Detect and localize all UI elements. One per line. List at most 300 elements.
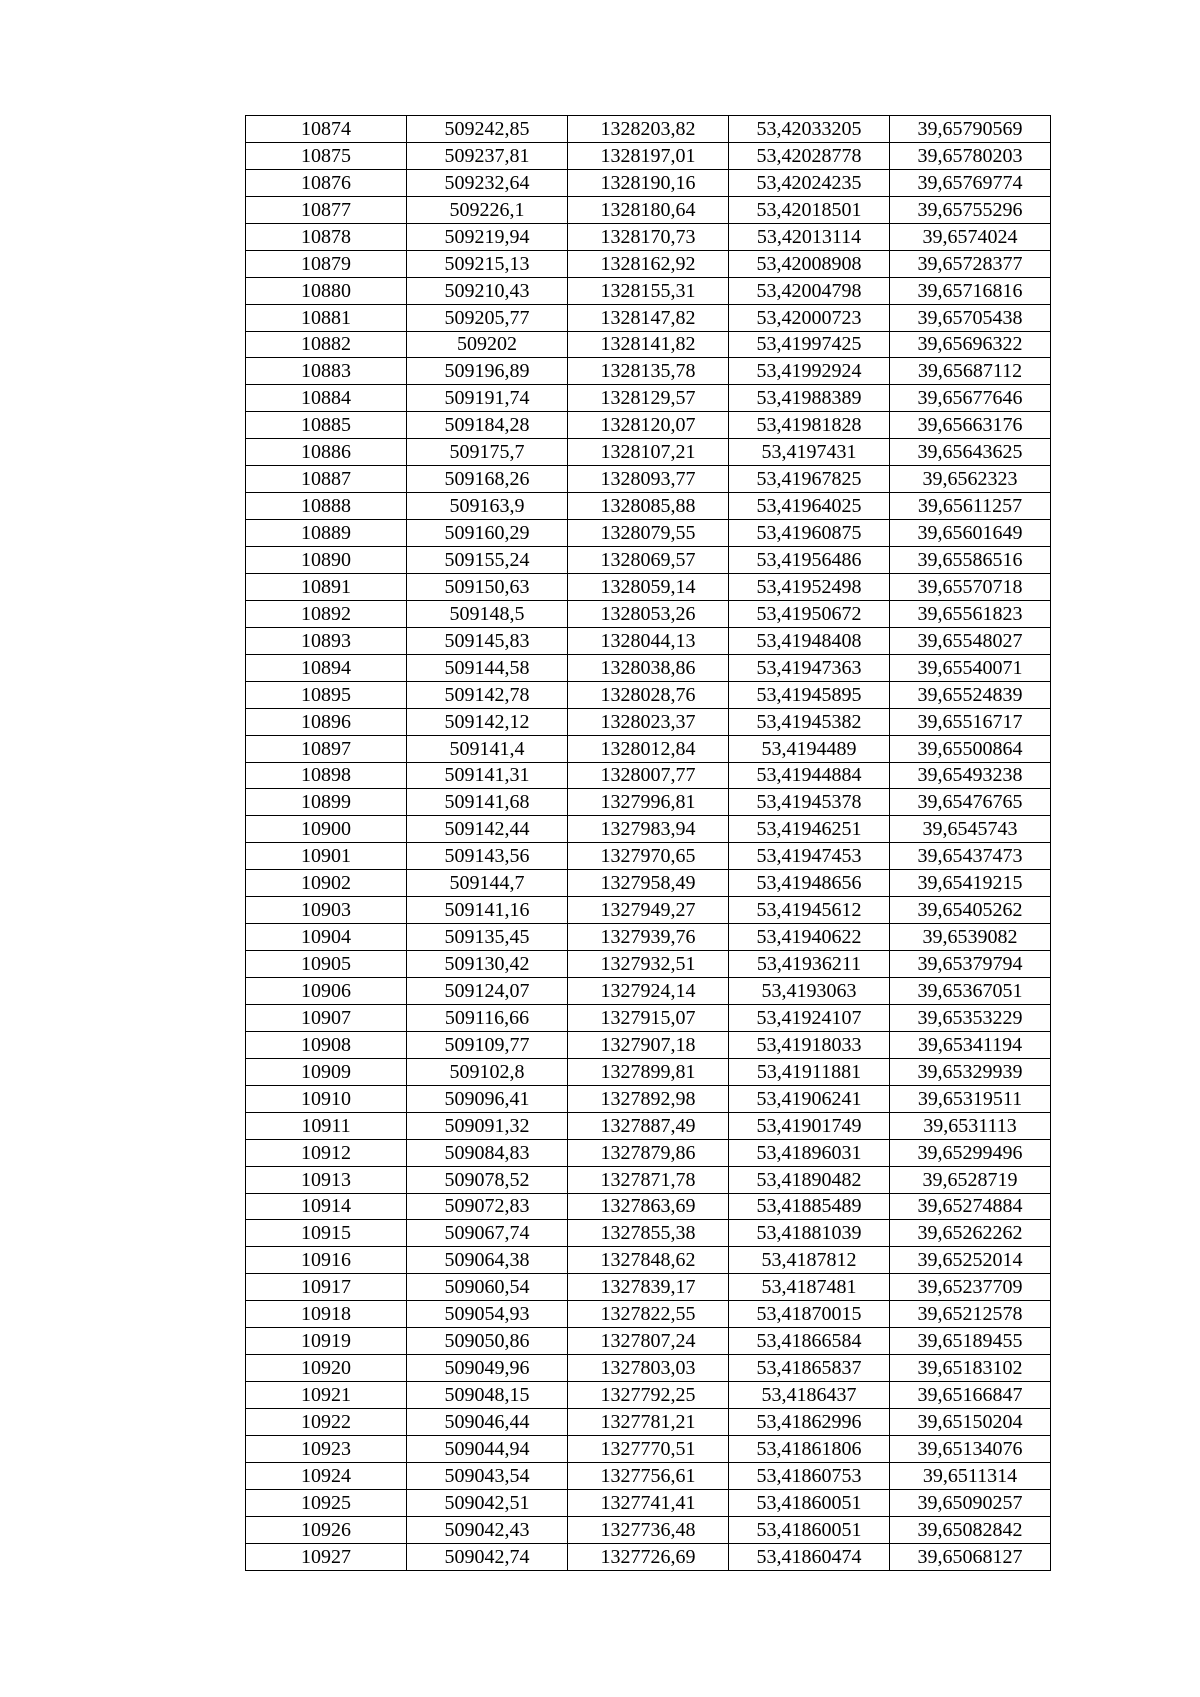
table-row (246, 277, 1051, 304)
longitude-cell: 39,65696322 (890, 331, 1051, 358)
point-number-cell: 10876 (246, 169, 407, 196)
point-number-cell: 10888 (246, 493, 407, 520)
table-row (246, 1355, 1051, 1382)
latitude-cell: 53,42024235 (729, 169, 890, 196)
latitude-cell: 53,41945378 (729, 789, 890, 816)
table-row (246, 412, 1051, 439)
latitude-cell: 53,41948656 (729, 870, 890, 897)
table-row (246, 142, 1051, 169)
latitude-cell: 53,41944884 (729, 762, 890, 789)
table-row (246, 1435, 1051, 1462)
latitude-cell: 53,41918033 (729, 1031, 890, 1058)
latitude-cell: 53,42004798 (729, 277, 890, 304)
latitude-cell: 53,4194489 (729, 735, 890, 762)
point-number-cell: 10914 (246, 1193, 407, 1220)
longitude-cell: 39,65728377 (890, 250, 1051, 277)
point-number-cell: 10900 (246, 816, 407, 843)
latitude-cell: 53,41950672 (729, 600, 890, 627)
longitude-cell: 39,6511314 (890, 1462, 1051, 1489)
table-row (246, 1516, 1051, 1543)
point-number-cell: 10922 (246, 1409, 407, 1436)
point-number-cell: 10877 (246, 196, 407, 223)
point-number-cell: 10911 (246, 1112, 407, 1139)
x-coordinate-cell: 509144,58 (407, 654, 568, 681)
x-coordinate-cell: 509219,94 (407, 223, 568, 250)
longitude-cell: 39,65212578 (890, 1301, 1051, 1328)
x-coordinate-cell: 509102,8 (407, 1058, 568, 1085)
longitude-cell: 39,65524839 (890, 681, 1051, 708)
x-coordinate-cell: 509046,44 (407, 1409, 568, 1436)
latitude-cell: 53,41956486 (729, 547, 890, 574)
x-coordinate-cell: 509054,93 (407, 1301, 568, 1328)
point-number-cell: 10912 (246, 1139, 407, 1166)
table-row (246, 843, 1051, 870)
table-row (246, 1489, 1051, 1516)
coordinates-table-body (246, 116, 1051, 1571)
y-coordinate-cell: 1327863,69 (568, 1193, 729, 1220)
y-coordinate-cell: 1328044,13 (568, 627, 729, 654)
point-number-cell: 10910 (246, 1085, 407, 1112)
y-coordinate-cell: 1327736,48 (568, 1516, 729, 1543)
table-row (246, 924, 1051, 951)
x-coordinate-cell: 509141,68 (407, 789, 568, 816)
x-coordinate-cell: 509084,83 (407, 1139, 568, 1166)
point-number-cell: 10894 (246, 654, 407, 681)
latitude-cell: 53,41947363 (729, 654, 890, 681)
longitude-cell: 39,65299496 (890, 1139, 1051, 1166)
latitude-cell: 53,41860753 (729, 1462, 890, 1489)
y-coordinate-cell: 1327839,17 (568, 1274, 729, 1301)
x-coordinate-cell: 509142,78 (407, 681, 568, 708)
x-coordinate-cell: 509150,63 (407, 573, 568, 600)
table-row (246, 1139, 1051, 1166)
table-row (246, 169, 1051, 196)
longitude-cell: 39,65790569 (890, 116, 1051, 143)
table-row (246, 1193, 1051, 1220)
table-row (246, 978, 1051, 1005)
point-number-cell: 10908 (246, 1031, 407, 1058)
latitude-cell: 53,41885489 (729, 1193, 890, 1220)
latitude-cell: 53,41952498 (729, 573, 890, 600)
longitude-cell: 39,65663176 (890, 412, 1051, 439)
point-number-cell: 10923 (246, 1435, 407, 1462)
x-coordinate-cell: 509163,9 (407, 493, 568, 520)
point-number-cell: 10920 (246, 1355, 407, 1382)
latitude-cell: 53,41870015 (729, 1301, 890, 1328)
x-coordinate-cell: 509124,07 (407, 978, 568, 1005)
latitude-cell: 53,41946251 (729, 816, 890, 843)
point-number-cell: 10915 (246, 1220, 407, 1247)
x-coordinate-cell: 509215,13 (407, 250, 568, 277)
point-number-cell: 10891 (246, 573, 407, 600)
y-coordinate-cell: 1327756,61 (568, 1462, 729, 1489)
x-coordinate-cell: 509067,74 (407, 1220, 568, 1247)
y-coordinate-cell: 1327807,24 (568, 1328, 729, 1355)
longitude-cell: 39,65540071 (890, 654, 1051, 681)
longitude-cell: 39,6545743 (890, 816, 1051, 843)
longitude-cell: 39,6531113 (890, 1112, 1051, 1139)
latitude-cell: 53,41947453 (729, 843, 890, 870)
latitude-cell: 53,4187812 (729, 1247, 890, 1274)
table-row (246, 439, 1051, 466)
y-coordinate-cell: 1328093,77 (568, 466, 729, 493)
y-coordinate-cell: 1327907,18 (568, 1031, 729, 1058)
latitude-cell: 53,4187481 (729, 1274, 890, 1301)
longitude-cell: 39,65405262 (890, 897, 1051, 924)
x-coordinate-cell: 509226,1 (407, 196, 568, 223)
table-row (246, 304, 1051, 331)
x-coordinate-cell: 509048,15 (407, 1382, 568, 1409)
latitude-cell: 53,41948408 (729, 627, 890, 654)
x-coordinate-cell: 509242,85 (407, 116, 568, 143)
x-coordinate-cell: 509205,77 (407, 304, 568, 331)
y-coordinate-cell: 1328147,82 (568, 304, 729, 331)
y-coordinate-cell: 1327924,14 (568, 978, 729, 1005)
point-number-cell: 10895 (246, 681, 407, 708)
y-coordinate-cell: 1328141,82 (568, 331, 729, 358)
point-number-cell: 10898 (246, 762, 407, 789)
point-number-cell: 10881 (246, 304, 407, 331)
point-number-cell: 10874 (246, 116, 407, 143)
y-coordinate-cell: 1327887,49 (568, 1112, 729, 1139)
latitude-cell: 53,42033205 (729, 116, 890, 143)
table-row (246, 1166, 1051, 1193)
x-coordinate-cell: 509135,45 (407, 924, 568, 951)
x-coordinate-cell: 509042,43 (407, 1516, 568, 1543)
x-coordinate-cell: 509144,7 (407, 870, 568, 897)
x-coordinate-cell: 509141,31 (407, 762, 568, 789)
longitude-cell: 39,65353229 (890, 1004, 1051, 1031)
longitude-cell: 39,65183102 (890, 1355, 1051, 1382)
latitude-cell: 53,41896031 (729, 1139, 890, 1166)
table-row (246, 1004, 1051, 1031)
table-row (246, 466, 1051, 493)
x-coordinate-cell: 509160,29 (407, 520, 568, 547)
point-number-cell: 10886 (246, 439, 407, 466)
x-coordinate-cell: 509142,44 (407, 816, 568, 843)
y-coordinate-cell: 1327892,98 (568, 1085, 729, 1112)
latitude-cell: 53,41988389 (729, 385, 890, 412)
table-row (246, 951, 1051, 978)
table-row (246, 897, 1051, 924)
latitude-cell: 53,41964025 (729, 493, 890, 520)
longitude-cell: 39,65643625 (890, 439, 1051, 466)
x-coordinate-cell: 509155,24 (407, 547, 568, 574)
x-coordinate-cell: 509168,26 (407, 466, 568, 493)
y-coordinate-cell: 1328190,16 (568, 169, 729, 196)
y-coordinate-cell: 1328135,78 (568, 358, 729, 385)
longitude-cell: 39,65068127 (890, 1543, 1051, 1570)
x-coordinate-cell: 509141,16 (407, 897, 568, 924)
x-coordinate-cell: 509184,28 (407, 412, 568, 439)
longitude-cell: 39,65134076 (890, 1435, 1051, 1462)
y-coordinate-cell: 1327781,21 (568, 1409, 729, 1436)
point-number-cell: 10887 (246, 466, 407, 493)
table-row (246, 1085, 1051, 1112)
x-coordinate-cell: 509210,43 (407, 277, 568, 304)
longitude-cell: 39,65705438 (890, 304, 1051, 331)
point-number-cell: 10906 (246, 978, 407, 1005)
table-row (246, 1112, 1051, 1139)
table-row (246, 627, 1051, 654)
table-row (246, 331, 1051, 358)
point-number-cell: 10913 (246, 1166, 407, 1193)
x-coordinate-cell: 509042,51 (407, 1489, 568, 1516)
longitude-cell: 39,6574024 (890, 223, 1051, 250)
latitude-cell: 53,41911881 (729, 1058, 890, 1085)
table-row (246, 196, 1051, 223)
table-row (246, 358, 1051, 385)
y-coordinate-cell: 1328203,82 (568, 116, 729, 143)
longitude-cell: 39,6528719 (890, 1166, 1051, 1193)
point-number-cell: 10907 (246, 1004, 407, 1031)
longitude-cell: 39,65586516 (890, 547, 1051, 574)
y-coordinate-cell: 1328038,86 (568, 654, 729, 681)
longitude-cell: 39,65379794 (890, 951, 1051, 978)
longitude-cell: 39,65516717 (890, 708, 1051, 735)
latitude-cell: 53,41936211 (729, 951, 890, 978)
longitude-cell: 39,65500864 (890, 735, 1051, 762)
x-coordinate-cell: 509191,74 (407, 385, 568, 412)
x-coordinate-cell: 509175,7 (407, 439, 568, 466)
longitude-cell: 39,65561823 (890, 600, 1051, 627)
table-row (246, 600, 1051, 627)
point-number-cell: 10884 (246, 385, 407, 412)
y-coordinate-cell: 1327915,07 (568, 1004, 729, 1031)
y-coordinate-cell: 1327741,41 (568, 1489, 729, 1516)
point-number-cell: 10926 (246, 1516, 407, 1543)
point-number-cell: 10917 (246, 1274, 407, 1301)
table-row (246, 1328, 1051, 1355)
table-row (246, 223, 1051, 250)
y-coordinate-cell: 1328155,31 (568, 277, 729, 304)
longitude-cell: 39,65150204 (890, 1409, 1051, 1436)
table-row (246, 1382, 1051, 1409)
longitude-cell: 39,65082842 (890, 1516, 1051, 1543)
y-coordinate-cell: 1328059,14 (568, 573, 729, 600)
latitude-cell: 53,42018501 (729, 196, 890, 223)
table-row (246, 385, 1051, 412)
y-coordinate-cell: 1327939,76 (568, 924, 729, 951)
y-coordinate-cell: 1328162,92 (568, 250, 729, 277)
latitude-cell: 53,41924107 (729, 1004, 890, 1031)
y-coordinate-cell: 1327958,49 (568, 870, 729, 897)
latitude-cell: 53,41860474 (729, 1543, 890, 1570)
point-number-cell: 10924 (246, 1462, 407, 1489)
latitude-cell: 53,41960875 (729, 520, 890, 547)
point-number-cell: 10904 (246, 924, 407, 951)
table-row (246, 870, 1051, 897)
x-coordinate-cell: 509237,81 (407, 142, 568, 169)
longitude-cell: 39,65548027 (890, 627, 1051, 654)
table-row (246, 1220, 1051, 1247)
table-row (246, 1031, 1051, 1058)
table-row (246, 708, 1051, 735)
longitude-cell: 39,65252014 (890, 1247, 1051, 1274)
longitude-cell: 39,65493238 (890, 762, 1051, 789)
longitude-cell: 39,65419215 (890, 870, 1051, 897)
longitude-cell: 39,65687112 (890, 358, 1051, 385)
point-number-cell: 10919 (246, 1328, 407, 1355)
y-coordinate-cell: 1327899,81 (568, 1058, 729, 1085)
y-coordinate-cell: 1327879,86 (568, 1139, 729, 1166)
latitude-cell: 53,4186437 (729, 1382, 890, 1409)
table-row (246, 816, 1051, 843)
latitude-cell: 53,41997425 (729, 331, 890, 358)
longitude-cell: 39,65329939 (890, 1058, 1051, 1085)
x-coordinate-cell: 509078,52 (407, 1166, 568, 1193)
longitude-cell: 39,65677646 (890, 385, 1051, 412)
x-coordinate-cell: 509050,86 (407, 1328, 568, 1355)
latitude-cell: 53,41881039 (729, 1220, 890, 1247)
latitude-cell: 53,41862996 (729, 1409, 890, 1436)
longitude-cell: 39,65601649 (890, 520, 1051, 547)
table-row (246, 681, 1051, 708)
point-number-cell: 10899 (246, 789, 407, 816)
y-coordinate-cell: 1327970,65 (568, 843, 729, 870)
point-number-cell: 10916 (246, 1247, 407, 1274)
y-coordinate-cell: 1328053,26 (568, 600, 729, 627)
table-row (246, 654, 1051, 681)
longitude-cell: 39,65274884 (890, 1193, 1051, 1220)
x-coordinate-cell: 509196,89 (407, 358, 568, 385)
x-coordinate-cell: 509096,41 (407, 1085, 568, 1112)
x-coordinate-cell: 509141,4 (407, 735, 568, 762)
point-number-cell: 10878 (246, 223, 407, 250)
point-number-cell: 10885 (246, 412, 407, 439)
y-coordinate-cell: 1327983,94 (568, 816, 729, 843)
y-coordinate-cell: 1328197,01 (568, 142, 729, 169)
table-row (246, 1247, 1051, 1274)
coordinates-table (245, 115, 1051, 1571)
latitude-cell: 53,41890482 (729, 1166, 890, 1193)
x-coordinate-cell: 509072,83 (407, 1193, 568, 1220)
y-coordinate-cell: 1327822,55 (568, 1301, 729, 1328)
table-row (246, 735, 1051, 762)
y-coordinate-cell: 1328085,88 (568, 493, 729, 520)
longitude-cell: 39,65262262 (890, 1220, 1051, 1247)
longitude-cell: 39,65769774 (890, 169, 1051, 196)
point-number-cell: 10875 (246, 142, 407, 169)
x-coordinate-cell: 509148,5 (407, 600, 568, 627)
x-coordinate-cell: 509116,66 (407, 1004, 568, 1031)
point-number-cell: 10901 (246, 843, 407, 870)
point-number-cell: 10892 (246, 600, 407, 627)
y-coordinate-cell: 1327848,62 (568, 1247, 729, 1274)
point-number-cell: 10927 (246, 1543, 407, 1570)
latitude-cell: 53,4193063 (729, 978, 890, 1005)
table-row (246, 573, 1051, 600)
table-row (246, 1462, 1051, 1489)
y-coordinate-cell: 1327803,03 (568, 1355, 729, 1382)
x-coordinate-cell: 509091,32 (407, 1112, 568, 1139)
x-coordinate-cell: 509145,83 (407, 627, 568, 654)
table-row (246, 493, 1051, 520)
point-number-cell: 10897 (246, 735, 407, 762)
longitude-cell: 39,65780203 (890, 142, 1051, 169)
latitude-cell: 53,41860051 (729, 1516, 890, 1543)
longitude-cell: 39,65189455 (890, 1328, 1051, 1355)
x-coordinate-cell: 509130,42 (407, 951, 568, 978)
point-number-cell: 10902 (246, 870, 407, 897)
longitude-cell: 39,65716816 (890, 277, 1051, 304)
latitude-cell: 53,41906241 (729, 1085, 890, 1112)
longitude-cell: 39,65166847 (890, 1382, 1051, 1409)
longitude-cell: 39,65090257 (890, 1489, 1051, 1516)
latitude-cell: 53,41865837 (729, 1355, 890, 1382)
longitude-cell: 39,65319511 (890, 1085, 1051, 1112)
table-row (246, 789, 1051, 816)
x-coordinate-cell: 509202 (407, 331, 568, 358)
point-number-cell: 10879 (246, 250, 407, 277)
latitude-cell: 53,42008908 (729, 250, 890, 277)
point-number-cell: 10921 (246, 1382, 407, 1409)
point-number-cell: 10880 (246, 277, 407, 304)
latitude-cell: 53,4197431 (729, 439, 890, 466)
table-row (246, 762, 1051, 789)
latitude-cell: 53,41945382 (729, 708, 890, 735)
x-coordinate-cell: 509064,38 (407, 1247, 568, 1274)
y-coordinate-cell: 1328028,76 (568, 681, 729, 708)
y-coordinate-cell: 1327770,51 (568, 1435, 729, 1462)
table-row (246, 1058, 1051, 1085)
table-row (246, 1274, 1051, 1301)
y-coordinate-cell: 1328170,73 (568, 223, 729, 250)
latitude-cell: 53,41861806 (729, 1435, 890, 1462)
point-number-cell: 10883 (246, 358, 407, 385)
x-coordinate-cell: 509049,96 (407, 1355, 568, 1382)
longitude-cell: 39,65570718 (890, 573, 1051, 600)
longitude-cell: 39,65476765 (890, 789, 1051, 816)
latitude-cell: 53,41981828 (729, 412, 890, 439)
x-coordinate-cell: 509042,74 (407, 1543, 568, 1570)
y-coordinate-cell: 1328069,57 (568, 547, 729, 574)
latitude-cell: 53,41901749 (729, 1112, 890, 1139)
latitude-cell: 53,42000723 (729, 304, 890, 331)
longitude-cell: 39,65437473 (890, 843, 1051, 870)
table-row (246, 1301, 1051, 1328)
x-coordinate-cell: 509142,12 (407, 708, 568, 735)
longitude-cell: 39,65367051 (890, 978, 1051, 1005)
x-coordinate-cell: 509109,77 (407, 1031, 568, 1058)
y-coordinate-cell: 1327855,38 (568, 1220, 729, 1247)
latitude-cell: 53,41992924 (729, 358, 890, 385)
point-number-cell: 10925 (246, 1489, 407, 1516)
y-coordinate-cell: 1327996,81 (568, 789, 729, 816)
table-row (246, 250, 1051, 277)
longitude-cell: 39,6539082 (890, 924, 1051, 951)
y-coordinate-cell: 1327792,25 (568, 1382, 729, 1409)
point-number-cell: 10890 (246, 547, 407, 574)
x-coordinate-cell: 509232,64 (407, 169, 568, 196)
y-coordinate-cell: 1328107,21 (568, 439, 729, 466)
y-coordinate-cell: 1328012,84 (568, 735, 729, 762)
y-coordinate-cell: 1327949,27 (568, 897, 729, 924)
latitude-cell: 53,41940622 (729, 924, 890, 951)
latitude-cell: 53,41860051 (729, 1489, 890, 1516)
point-number-cell: 10893 (246, 627, 407, 654)
x-coordinate-cell: 509060,54 (407, 1274, 568, 1301)
point-number-cell: 10903 (246, 897, 407, 924)
latitude-cell: 53,41967825 (729, 466, 890, 493)
latitude-cell: 53,42028778 (729, 142, 890, 169)
longitude-cell: 39,6562323 (890, 466, 1051, 493)
y-coordinate-cell: 1328129,57 (568, 385, 729, 412)
table-row (246, 520, 1051, 547)
longitude-cell: 39,65611257 (890, 493, 1051, 520)
table-row (246, 1409, 1051, 1436)
x-coordinate-cell: 509044,94 (407, 1435, 568, 1462)
